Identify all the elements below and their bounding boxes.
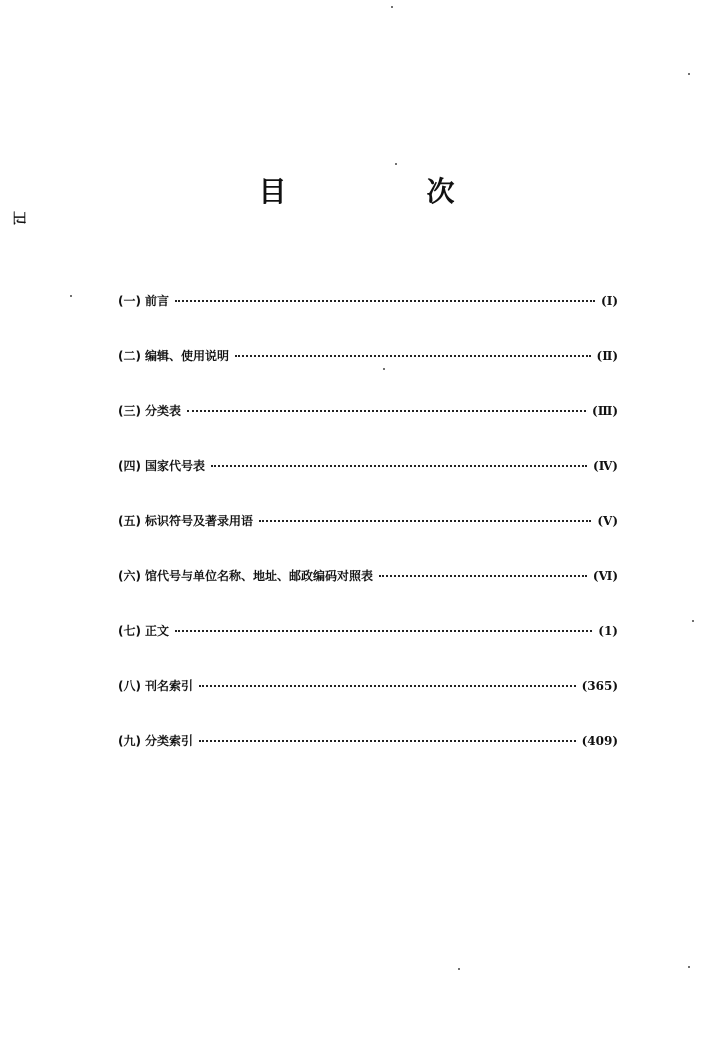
toc-entry-page: (Ⅲ)	[592, 404, 618, 418]
toc-dot-leader	[175, 630, 592, 632]
toc-entry	[118, 622, 618, 677]
scan-speck	[383, 368, 385, 370]
toc-entry-page: (Ⅵ)	[592, 569, 618, 583]
page-title: 目 次	[258, 175, 511, 208]
toc-entry-title: 分类索引	[144, 734, 193, 748]
toc-entry-number: (八)	[118, 679, 141, 693]
toc-entry	[118, 512, 618, 567]
toc-entry	[118, 402, 618, 457]
toc-dot-leader	[175, 300, 595, 302]
margin-mark: 卫	[10, 211, 26, 225]
toc-entry-number: (九)	[118, 734, 141, 748]
toc-entry-page: (Ⅳ)	[593, 459, 618, 473]
toc-entry-number: (一)	[118, 294, 141, 308]
toc-dot-leader	[199, 740, 576, 742]
toc-entry-number: (五)	[118, 514, 141, 528]
toc-entry-title: 馆代号与单位名称、地址、邮政编码对照表	[144, 569, 373, 583]
toc-entry-title: 国家代号表	[144, 459, 205, 473]
toc-entry-title: 刊名索引	[144, 679, 193, 693]
toc-entry-page: (Ⅰ)	[601, 294, 618, 308]
toc-entry-title: 前言	[144, 294, 169, 308]
toc-entry	[118, 347, 618, 402]
toc-entry-number: (二)	[118, 349, 141, 363]
scan-speck	[458, 968, 460, 970]
toc-entry-title: 编辑、使用说明	[144, 349, 229, 363]
scan-speck	[395, 163, 397, 165]
scan-speck	[391, 6, 393, 8]
toc-entry	[118, 732, 618, 787]
toc-entry-number: (三)	[118, 404, 141, 418]
scan-speck	[70, 295, 72, 297]
toc-dot-leader	[259, 520, 591, 522]
toc-entry-page: (Ⅱ)	[596, 349, 618, 363]
toc-entry	[118, 457, 618, 512]
toc-dot-leader	[379, 575, 587, 577]
toc-entry-number: (四)	[118, 459, 141, 473]
toc-entry-page: (409)	[581, 734, 618, 748]
toc-entry-title: 标识符号及著录用语	[144, 514, 253, 528]
toc-entry-title: 正文	[144, 624, 169, 638]
toc-dot-leader	[211, 465, 587, 467]
table-of-contents	[118, 292, 618, 787]
toc-entry-title: 分类表	[144, 404, 181, 418]
toc-entry-page: (Ⅴ)	[597, 514, 618, 528]
scan-speck	[688, 966, 690, 968]
toc-entry	[118, 567, 618, 622]
toc-entry-number: (六)	[118, 569, 141, 583]
toc-dot-leader	[187, 410, 586, 412]
toc-entry	[118, 677, 618, 732]
scan-speck	[692, 620, 694, 622]
toc-entry	[118, 292, 618, 347]
toc-dot-leader	[199, 685, 576, 687]
scan-speck	[688, 73, 690, 75]
toc-dot-leader	[235, 355, 591, 357]
toc-entry-page: (1)	[598, 624, 618, 638]
toc-entry-page: (365)	[581, 679, 618, 693]
toc-entry-number: (七)	[118, 624, 141, 638]
